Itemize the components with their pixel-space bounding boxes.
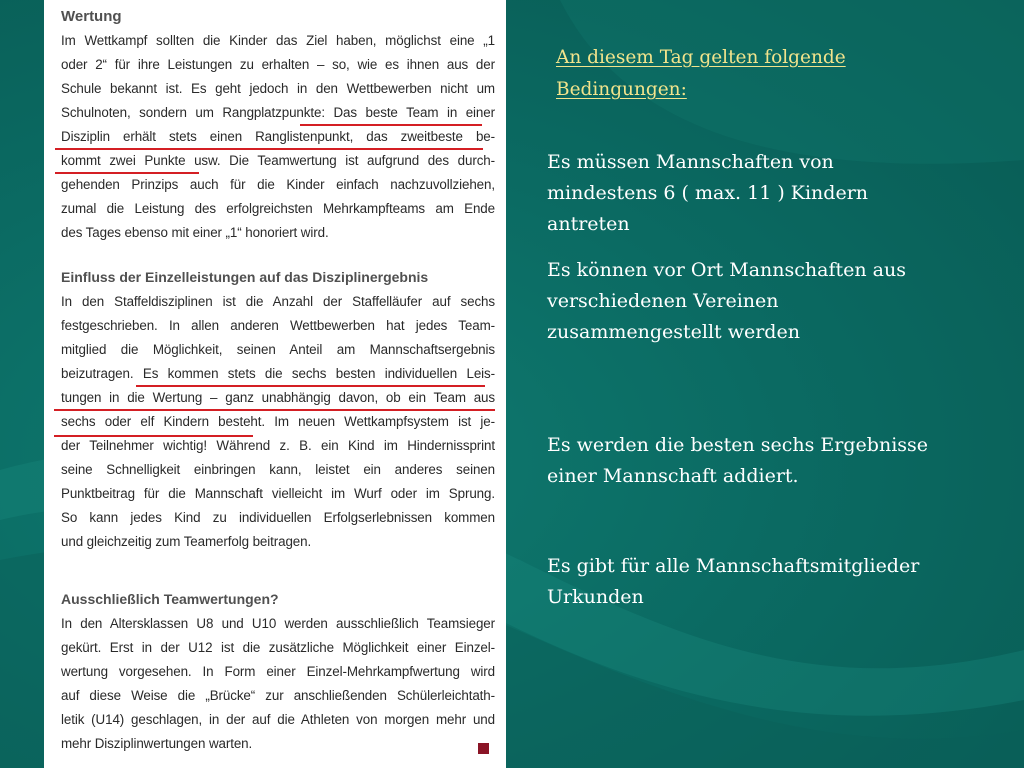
section-heading-einfluss: Einfluss der Einzelleistungen auf das Disziplinergebnis (61, 269, 429, 285)
doc-line: Disziplin erhält stets einen Ranglistenpunkt, das zweitbeste be- (61, 129, 495, 144)
section-heading-teamwertungen: Ausschließlich Teamwertungen? (61, 591, 279, 607)
red-underline-mark (55, 172, 199, 174)
doc-line: mitglied die Möglichkeit, seinen Anteil am Mannschaftsergebnis (61, 342, 495, 357)
condition-line: antreten (547, 213, 630, 235)
doc-line: gehenden Prinzips auch für die Kinder einfach nachzuvollziehen, (61, 177, 495, 192)
doc-line: beizutragen. Es kommen stets die sechs besten individuellen Leis- (61, 366, 495, 381)
doc-line: wertung vorgesehen. In Form einer Einzel-Mehrkampfwertung wird (61, 664, 495, 679)
panel-heading-line: Bedingungen: (556, 79, 687, 100)
panel-heading-line: An diesem Tag gelten folgende (556, 47, 846, 68)
condition-line: Es gibt für alle Mannschaftsmitglieder (547, 555, 920, 577)
red-underline-mark (54, 435, 253, 437)
doc-line: sechs oder elf Kindern besteht. Im neuen Wettkampfsystem ist je- (61, 414, 495, 429)
condition-line: verschiedenen Vereinen (547, 290, 779, 312)
doc-line: Schulnoten, sondern um Rangplatzpunkte: Das beste Team in einer (61, 105, 495, 120)
red-underline-mark (300, 124, 482, 126)
section-heading-wertung: Wertung (61, 8, 122, 25)
doc-line: mehr Disziplinwertungen warten. (61, 736, 253, 751)
condition-line: zusammengestellt werden (547, 321, 800, 343)
condition-line: Es müssen Mannschaften von (547, 151, 834, 173)
red-underline-mark (55, 148, 483, 150)
red-underline-mark (136, 385, 485, 387)
doc-line: letik (U14) geschlagen, in der auf die Athleten von morgen mehr und (61, 712, 495, 727)
scanned-document (44, 0, 506, 768)
doc-line: So kann jedes Kind zu individuellen Erfolgserlebnissen kommen (61, 510, 495, 525)
condition-line: mindestens 6 ( max. 11 ) Kindern (547, 182, 869, 204)
doc-line: und gleichzeitig zum Teamerfolg beitragen. (61, 534, 312, 549)
condition-line: einer Mannschaft addiert. (547, 465, 799, 487)
doc-line: In den Altersklassen U8 und U10 werden ausschließlich Teamsieger (61, 616, 495, 631)
doc-line: seine Schnelligkeit einbringen kann, leistet ein anderes seinen (61, 462, 495, 477)
doc-line: auf diese Weise die „Brücke“ zur anschließenden Schülerleichtath- (61, 688, 495, 703)
red-underline-mark (54, 409, 495, 411)
doc-line: kommt zwei Punkte usw. Die Teamwertung ist aufgrund des durch- (61, 153, 495, 168)
doc-line: des Tages ebenso mit einer „1“ honoriert wird. (61, 225, 329, 240)
doc-line: festgeschrieben. In allen anderen Wettbewerben hat jedes Team- (61, 318, 495, 333)
doc-line: der Teilnehmer wichtig! Während z. B. ein Kind im Hindernissprint (61, 438, 495, 453)
end-of-article-mark (478, 743, 489, 754)
condition-line: Es können vor Ort Mannschaften aus (547, 259, 906, 281)
doc-line: zumal die Leistung des erfolgreichsten Mehrkampfteams am Ende (61, 201, 495, 216)
doc-line: oder 2“ für ihre Leistungen zu erhalten – so, wie es ihnen aus der (61, 57, 495, 72)
doc-line: Im Wettkampf sollten die Kinder das Ziel haben, möglichst eine „1 (61, 33, 495, 48)
condition-line: Urkunden (547, 586, 644, 608)
doc-line: Punktbeitrag für die Mannschaft vielleicht im Wurf oder im Sprung. (61, 486, 495, 501)
doc-line: Schule bekannt ist. Es geht jedoch in den Wettbewerben nicht um (61, 81, 495, 96)
condition-line: Es werden die besten sechs Ergebnisse (547, 434, 929, 456)
doc-line: In den Staffeldisziplinen ist die Anzahl der Staffelläufer auf sechs (61, 294, 495, 309)
doc-line: tungen in die Wertung – ganz unabhängig davon, ob ein Team aus (61, 390, 495, 405)
doc-line: gekürt. Erst in der U12 ist die zusätzliche Möglichkeit einer Einzel- (61, 640, 495, 655)
